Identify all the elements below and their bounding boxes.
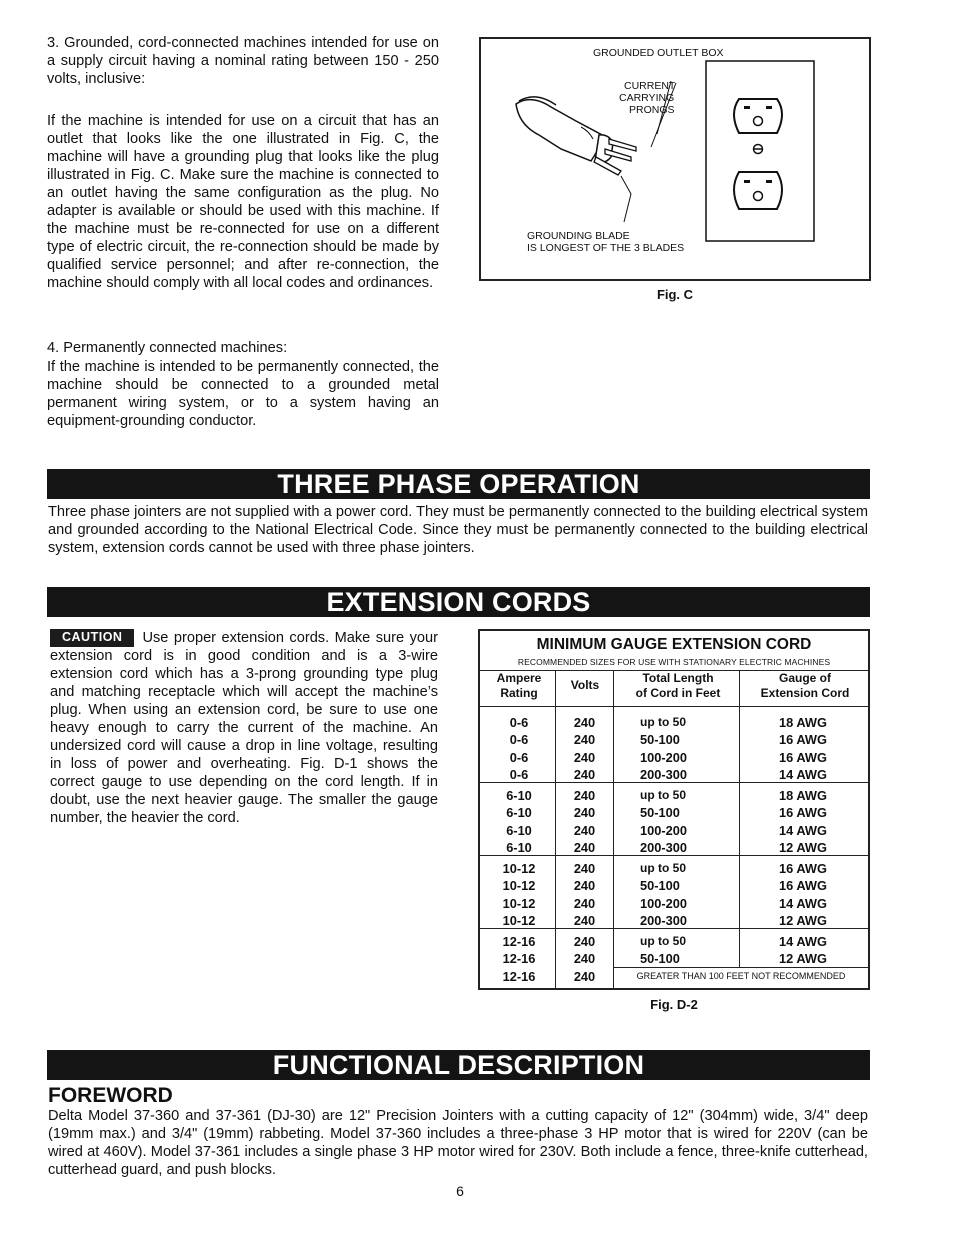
cell-length: 50-100	[640, 805, 680, 821]
cell-gauge: 16 AWG	[779, 749, 827, 765]
cell-ampere: 12-16	[502, 934, 536, 949]
label-prongs-2: CARRYING	[619, 92, 675, 104]
cell-volts: 240	[573, 861, 596, 876]
cell-ampere: 12-16	[502, 951, 536, 967]
cell-volts: 240	[573, 749, 596, 765]
cell-gauge: 14 AWG	[779, 822, 827, 838]
cell-volts: 240	[573, 878, 596, 894]
section4-heading: 4. Permanently connected machines:	[47, 340, 288, 356]
foreword-body: Delta Model 37-360 and 37-361 (DJ-30) are 12" Precision Jointers with a cutting capacity of 12" (304mm) wide, 3/4" deep (19mm max.) and 3/4" (19mm) rabbeting. Model 37-360 includes a three-phase 3 HP motor that is wired for 220V (can be wired at 460V). Model 37-361 includes a single phase 3 HP motor wired for 230V. Both include a fence, three-knife cutterhead, cutterhead guard, and push blocks.	[48, 1108, 868, 1178]
section4-body: If the machine is intended to be permanently connected, the machine should be connected to a grounded metal permanent wiring system, or to a system having an equipment-grounding conductor.	[47, 359, 439, 429]
header-ampere: Ampere Rating	[496, 671, 542, 700]
section3-body: If the machine is intended for use on a circuit that has an outlet that looks like the one illustrated in Fig. C, the machine will have a grounding plug that looks like the plug illustrated in Fig. C. Make sure the machine is connected to an outlet having the same configuration as the plug. No adapter is available or should be used with this machine. If the machine must be re-connected for use on a different type of electric circuit, the re-connection should be made by qualified service personnel; and after re-connection, the machine should comply with all local codes and ordinances.	[47, 113, 439, 291]
cell-length: 200-300	[640, 912, 687, 928]
not-recommended-note: GREATER THAN 100 FEET NOT RECOMMENDED	[636, 971, 846, 981]
cell-volts: 240	[573, 715, 596, 730]
plug-shape	[516, 97, 636, 175]
cell-length: 200-300	[640, 839, 687, 855]
foreword-heading: FOREWORD	[48, 1084, 173, 1107]
cell-gauge: 12 AWG	[779, 951, 827, 967]
cell-length: 100-200	[640, 895, 687, 911]
outlet-box-shape	[706, 61, 814, 241]
cell-volts: 240	[573, 766, 596, 782]
cell-gauge: 16 AWG	[779, 878, 827, 894]
extension-paragraph	[50, 629, 438, 827]
cell-length: up to 50	[640, 788, 687, 802]
cell-ampere: 6-10	[506, 839, 532, 855]
cell-ampere: 6-10	[506, 788, 532, 803]
cell-length: 50-100	[640, 951, 680, 967]
cell-volts: 240	[573, 912, 596, 928]
header-volts: Volts	[570, 678, 600, 692]
cell-length: 100-200	[640, 822, 687, 838]
three-phase-title: THREE PHASE OPERATION	[47, 469, 870, 499]
cell-ampere: 6-10	[506, 822, 532, 838]
header-gauge: Gauge of Extension Cord	[760, 671, 850, 700]
section3-intro: 3. Grounded, cord-connected machines intended for use on a supply circuit having a nominal rating between 150 - 250 volts, inclusive:	[47, 35, 439, 87]
cell-gauge: 16 AWG	[779, 861, 827, 876]
table-title: MINIMUM GAUGE EXTENSION CORD	[536, 636, 812, 653]
cell-length: up to 50	[640, 934, 687, 948]
cell-gauge: 12 AWG	[779, 912, 827, 928]
cell-volts: 240	[573, 951, 596, 967]
cell-ampere: 12-16	[502, 968, 536, 984]
figure-d2-caption: Fig. D-2	[650, 997, 698, 1012]
label-outlet-box: GROUNDED OUTLET BOX	[593, 47, 724, 59]
header-length: Total Length of Cord in Feet	[635, 671, 721, 700]
cell-gauge: 18 AWG	[779, 715, 827, 730]
cell-volts: 240	[573, 934, 596, 949]
gauge-table	[478, 629, 870, 990]
cell-volts: 240	[573, 788, 596, 803]
functional-title: FUNCTIONAL DESCRIPTION	[47, 1050, 870, 1080]
figure-c	[479, 37, 871, 281]
label-blade-1: GROUNDING BLADE	[527, 230, 630, 242]
cell-volts: 240	[573, 822, 596, 838]
three-phase-body: Three phase jointers are not supplied with a power cord. They must be permanently connected to the building electrical system and grounded according to the National Electrical Code. Since they must be permanently connected to the building electrical system, extension cords cannot be used with three phase jointers.	[48, 504, 868, 556]
cell-length: 100-200	[640, 749, 687, 765]
cell-volts: 240	[573, 732, 596, 748]
cell-volts: 240	[573, 968, 596, 984]
cell-ampere: 0-6	[509, 749, 529, 765]
extension-body: Use proper extension cords. Make sure your extension cord is in good condition and is a 3-wire extension cord which has a 3-prong grounding type plug and matching receptacle which will accept the machine’s plug. When using an extension cord, be sure to use one heavy enough to carry the current of the machine. An undersized cord will cause a drop in line voltage, resulting in loss of power and overheating. Fig. D-1 shows the correct gauge to use depending on the cord length. If in doubt, use the next heavier gauge. The smaller the gauge number, the heavier the cord.	[50, 630, 438, 826]
cell-gauge: 14 AWG	[779, 895, 827, 911]
extension-cords-title: EXTENSION CORDS	[47, 587, 870, 617]
cell-ampere: 0-6	[509, 715, 529, 730]
cell-gauge: 16 AWG	[779, 805, 827, 821]
label-prongs-1: CURRENT	[624, 80, 676, 92]
receptacle-bottom	[734, 172, 782, 209]
cell-ampere: 0-6	[509, 732, 529, 748]
cell-length: up to 50	[640, 715, 687, 729]
cell-gauge: 12 AWG	[779, 839, 827, 855]
cell-length: 200-300	[640, 766, 687, 782]
cell-length: 50-100	[640, 732, 680, 748]
cell-volts: 240	[573, 895, 596, 911]
plug-outlet-illustration	[481, 39, 868, 278]
table-subtitle: RECOMMENDED SIZES FOR USE WITH STATIONARY ELECTRIC MACHINES	[517, 657, 831, 667]
page-number: 6	[456, 1183, 464, 1199]
cell-volts: 240	[573, 805, 596, 821]
cell-length: up to 50	[640, 861, 687, 875]
cell-gauge: 14 AWG	[779, 934, 827, 949]
cell-ampere: 10-12	[502, 861, 536, 876]
label-prongs-3: PRONGS	[629, 104, 675, 116]
cell-ampere: 10-12	[502, 878, 536, 894]
cell-volts: 240	[573, 839, 596, 855]
cell-ampere: 0-6	[509, 766, 529, 782]
cell-ampere: 10-12	[502, 895, 536, 911]
cell-gauge: 14 AWG	[779, 766, 827, 782]
receptacle-top	[734, 99, 782, 133]
cell-length: 50-100	[640, 878, 680, 894]
cell-ampere: 6-10	[506, 805, 532, 821]
cell-ampere: 10-12	[502, 912, 536, 928]
cell-gauge: 18 AWG	[779, 788, 827, 803]
cell-gauge: 16 AWG	[779, 732, 827, 748]
figure-c-caption: Fig. C	[656, 287, 694, 302]
label-blade-2: IS LONGEST OF THE 3 BLADES	[527, 242, 685, 254]
caution-badge: CAUTION	[50, 629, 134, 647]
